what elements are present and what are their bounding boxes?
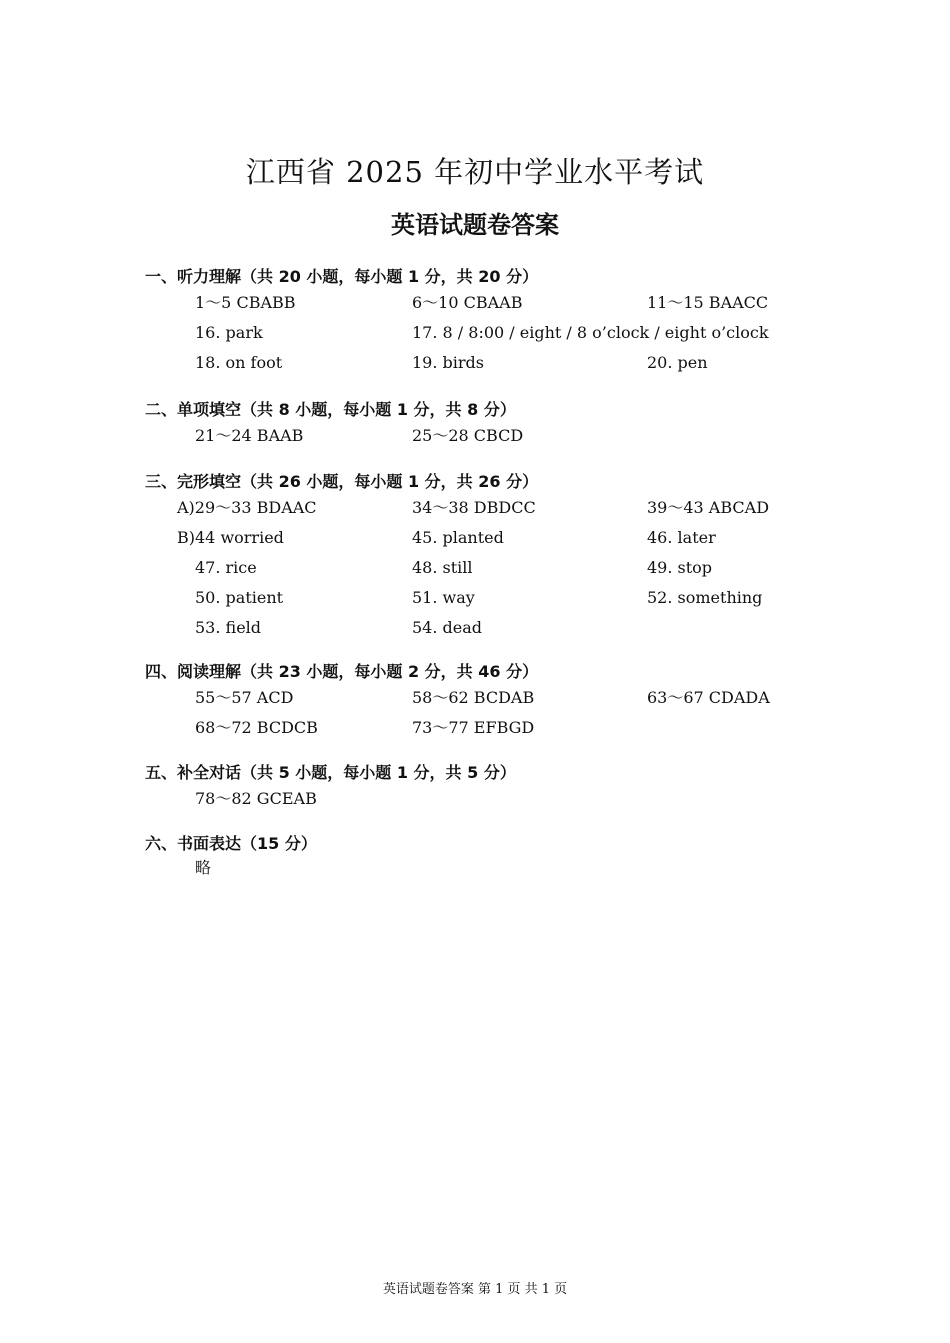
answer-row bbox=[145, 318, 845, 348]
section-heading: 四、阅读理解（共 23 小题，每小题 2 分，共 46 分） bbox=[145, 662, 539, 681]
answer-row bbox=[145, 288, 845, 318]
answer-cell: 17. 8 / 8:00 / eight / 8 o’clock / eight o’clock bbox=[412, 323, 769, 342]
page-footer: 英语试题卷答案 第 1 页 共 1 页 bbox=[382, 1282, 568, 1297]
answer-cell: 39～43 ABCAD bbox=[647, 498, 770, 517]
answer-cell: 18. on foot bbox=[195, 353, 283, 372]
answer-cell: 78～82 GCEAB bbox=[195, 789, 317, 808]
writing-note bbox=[145, 855, 845, 881]
section-listening bbox=[145, 266, 845, 378]
answer-cell: 54. dead bbox=[412, 618, 483, 637]
answer-cell: 16. park bbox=[195, 323, 263, 342]
answer-cell: 34～38 DBDCC bbox=[412, 498, 536, 517]
answer-cell: 55～57 ACD bbox=[195, 688, 294, 707]
answer-cell: 73～77 EFBGD bbox=[412, 718, 535, 737]
answer-row bbox=[145, 613, 845, 643]
section-heading: 五、补全对话（共 5 小题，每小题 1 分，共 5 分） bbox=[145, 763, 516, 782]
answer-row bbox=[145, 523, 845, 553]
answer-row bbox=[145, 421, 845, 451]
answer-row bbox=[145, 493, 845, 523]
answer-cell: 6～10 CBAAB bbox=[412, 293, 523, 312]
answer-cell: 25～28 CBCD bbox=[412, 426, 524, 445]
answer-cell: 47. rice bbox=[195, 558, 257, 577]
answer-cell: 49. stop bbox=[647, 558, 713, 577]
answer-cell: A)29～33 BDAAC bbox=[177, 498, 317, 517]
answer-cell: 20. pen bbox=[647, 353, 708, 372]
answer-row bbox=[145, 683, 845, 713]
answer-cell: 11～15 BAACC bbox=[647, 293, 769, 312]
section-heading: 三、完形填空（共 26 小题，每小题 1 分，共 26 分） bbox=[145, 472, 539, 491]
answer-row bbox=[145, 583, 845, 613]
section-single-choice bbox=[145, 399, 845, 451]
answer-cell: 46. later bbox=[647, 528, 716, 547]
answer-cell: 63～67 CDADA bbox=[647, 688, 770, 707]
answer-cell: 58～62 BCDAB bbox=[412, 688, 535, 707]
answer-cell: 48. still bbox=[412, 558, 473, 577]
answer-cell: 52. something bbox=[647, 588, 763, 607]
answer-cell: 略 bbox=[195, 858, 212, 877]
answer-cell: 53. field bbox=[195, 618, 262, 637]
answer-cell: 19. birds bbox=[412, 353, 484, 372]
answer-row bbox=[145, 784, 845, 814]
section-dialogue bbox=[145, 762, 845, 814]
answer-cell: 21～24 BAAB bbox=[195, 426, 304, 445]
section-heading: 六、书面表达（15 分） bbox=[145, 834, 317, 853]
answer-row bbox=[145, 553, 845, 583]
answer-cell: 51. way bbox=[412, 588, 475, 607]
section-heading: 二、单项填空（共 8 小题，每小题 1 分，共 8 分） bbox=[145, 400, 516, 419]
section-reading bbox=[145, 661, 845, 743]
section-writing bbox=[145, 833, 845, 881]
answer-cell: 50. patient bbox=[195, 588, 284, 607]
answer-row bbox=[145, 713, 845, 743]
answer-cell: 45. planted bbox=[412, 528, 504, 547]
answer-cell: B)44 worried bbox=[177, 528, 284, 547]
document-subtitle: 英语试题卷答案 bbox=[391, 211, 559, 239]
section-heading: 一、听力理解（共 20 小题，每小题 1 分，共 20 分） bbox=[145, 267, 539, 286]
answer-row bbox=[145, 348, 845, 378]
answer-cell: 1～5 CBABB bbox=[195, 293, 296, 312]
answer-cell: 68～72 BCDCB bbox=[195, 718, 318, 737]
section-cloze bbox=[145, 471, 845, 643]
document-title: 江西省 2025 年初中学业水平考试 bbox=[245, 155, 705, 189]
